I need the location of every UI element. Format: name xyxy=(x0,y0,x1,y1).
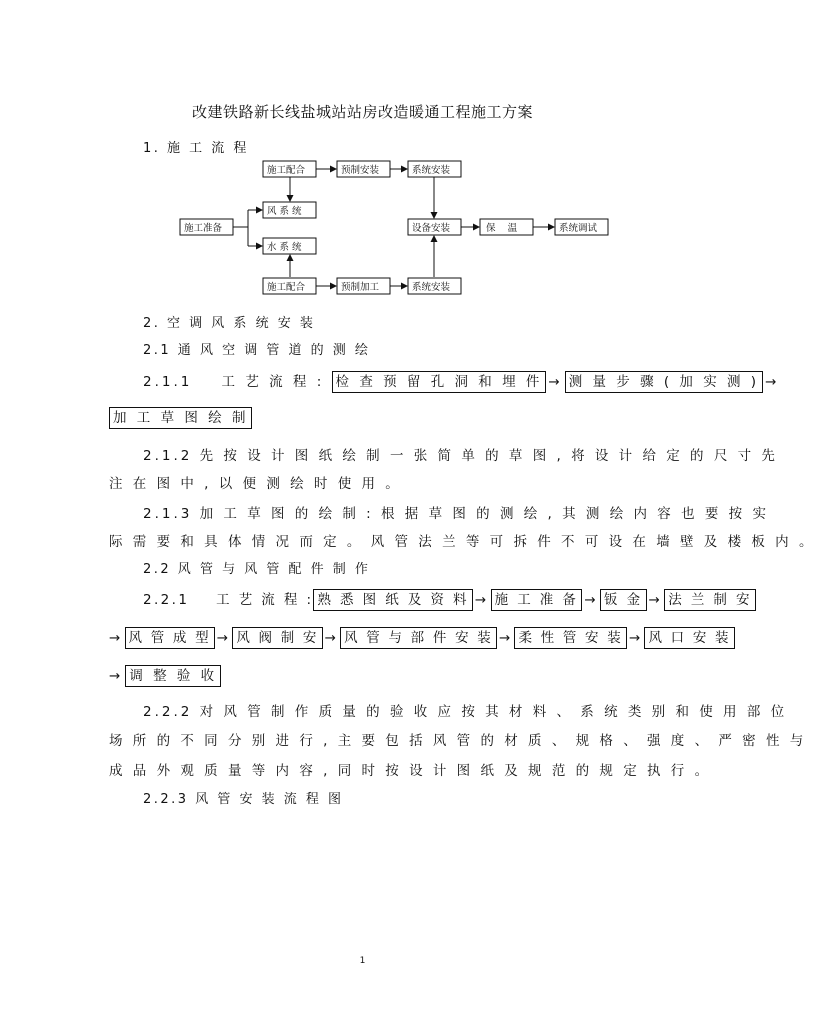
s221-arrow-5: → xyxy=(216,630,231,646)
s211-label: 工 艺 流 程 : xyxy=(221,374,325,390)
section-2-heading: 2. 空 调 风 系 统 安 装 xyxy=(143,316,316,331)
flow-2-1-1-line1 xyxy=(143,370,781,394)
s221-num: 2.2.1 xyxy=(143,592,190,608)
section-2-2-heading: 2.2 风 管 与 风 管 配 件 制 作 xyxy=(143,562,371,577)
s221-label: 工 艺 流 程 : xyxy=(216,592,314,608)
para-2-2-2-line3: 成 品 外 观 质 量 等 内 容 , 同 时 按 设 计 图 纸 及 规 范 的 规 定 执 行 。 xyxy=(109,763,712,779)
flow-2-1-1-line2 xyxy=(109,406,252,430)
section-1-heading: 1. 施 工 流 程 xyxy=(143,141,249,156)
s221-step-1: 熟 悉 图 纸 及 资 料 xyxy=(313,589,472,611)
s211-arrow-2: → xyxy=(765,374,780,390)
s221-arrow-1: → xyxy=(474,592,489,608)
construction-flow-diagram xyxy=(170,156,620,298)
label-equip-install: 设备安装 xyxy=(412,223,451,234)
s221-step-4: 法 兰 制 安 xyxy=(664,589,756,611)
s211-step-3: 加 工 草 图 绘 制 xyxy=(109,407,252,429)
s221-arrow-3: → xyxy=(648,592,663,608)
s221-step-3: 钣 金 xyxy=(600,589,647,611)
s221-step-2: 施 工 准 备 xyxy=(491,589,583,611)
para-2-1-3-line2: 际 需 要 和 具 体 情 况 而 定 。 风 管 法 兰 等 可 拆 件 不 可 设 在 墙 壁 及 楼 板 内 。 xyxy=(109,534,815,550)
s221-step-10: 调 整 验 收 xyxy=(125,665,221,687)
flow-2-2-1-line3 xyxy=(109,664,221,688)
s221-arrow-4: → xyxy=(109,630,123,646)
s211-step-2: 测 量 步 骤 ( 加 实 测 ) xyxy=(565,371,763,393)
label-air-system: 风 系 统 xyxy=(267,206,302,217)
section-2-2-3-heading: 2.2.3 风 管 安 装 流 程 图 xyxy=(143,792,344,807)
s221-arrow-7: → xyxy=(498,630,513,646)
label-bot-prefab: 预制加工 xyxy=(341,282,380,293)
label-top-system: 系统安装 xyxy=(412,165,451,176)
section-2-1-heading: 2.1 通 风 空 调 管 道 的 测 绘 xyxy=(143,343,371,358)
para-2-2-2-line2: 场 所 的 不 同 分 别 进 行 , 主 要 包 括 风 管 的 材 质 、 规 格 、 强 度 、 严 密 性 与 xyxy=(109,733,807,749)
label-top-coordination: 施工配合 xyxy=(267,165,306,176)
flow-2-2-1-line1 xyxy=(143,588,756,612)
page-number: 1 xyxy=(359,956,366,966)
s211-arrow-1: → xyxy=(548,374,563,390)
para-2-2-2-line1: 2.2.2 对 风 管 制 作 质 量 的 验 收 应 按 其 材 料 、 系 统 类 别 和 使 用 部 位 xyxy=(143,704,788,720)
label-top-prefab: 预制安装 xyxy=(341,165,380,176)
label-insulation: 保 温 xyxy=(486,223,518,234)
s221-step-5: 风 管 成 型 xyxy=(125,627,215,649)
s211-num: 2.1.1 xyxy=(143,374,193,390)
label-water-system: 水 系 统 xyxy=(267,242,302,253)
s221-arrow-2: → xyxy=(584,592,599,608)
para-2-1-2-line1: 2.1.2 先 按 设 计 图 纸 绘 制 一 张 简 单 的 草 图 , 将 设 计 给 定 的 尺 寸 先 xyxy=(143,448,778,464)
s221-arrow-6: → xyxy=(324,630,339,646)
para-2-1-2-line2: 注 在 图 中 , 以 便 测 绘 时 使 用 。 xyxy=(109,476,402,492)
s221-arrow-8: → xyxy=(628,630,643,646)
para-2-1-3-line1: 2.1.3 加 工 草 图 的 绘 制 : 根 据 草 图 的 测 绘 , 其 测 绘 内 容 也 要 按 实 xyxy=(143,506,769,522)
label-bot-system: 系统安装 xyxy=(412,282,451,293)
s221-arrow-9: → xyxy=(109,668,124,684)
label-bot-coordination: 施工配合 xyxy=(267,282,306,293)
s211-step-1: 检 查 预 留 孔 洞 和 埋 件 xyxy=(332,371,547,393)
s221-step-6: 风 阀 制 安 xyxy=(232,627,322,649)
s221-step-8: 柔 性 管 安 装 xyxy=(514,627,626,649)
label-prep: 施工准备 xyxy=(184,223,223,234)
flow-2-2-1-line2 xyxy=(109,626,735,650)
label-debug: 系统调试 xyxy=(559,223,598,234)
s221-step-7: 风 管 与 部 件 安 装 xyxy=(340,627,497,649)
document-title: 改建铁路新长线盐城站站房改造暖通工程施工方案 xyxy=(191,103,533,121)
s221-step-9: 风 口 安 装 xyxy=(644,627,734,649)
